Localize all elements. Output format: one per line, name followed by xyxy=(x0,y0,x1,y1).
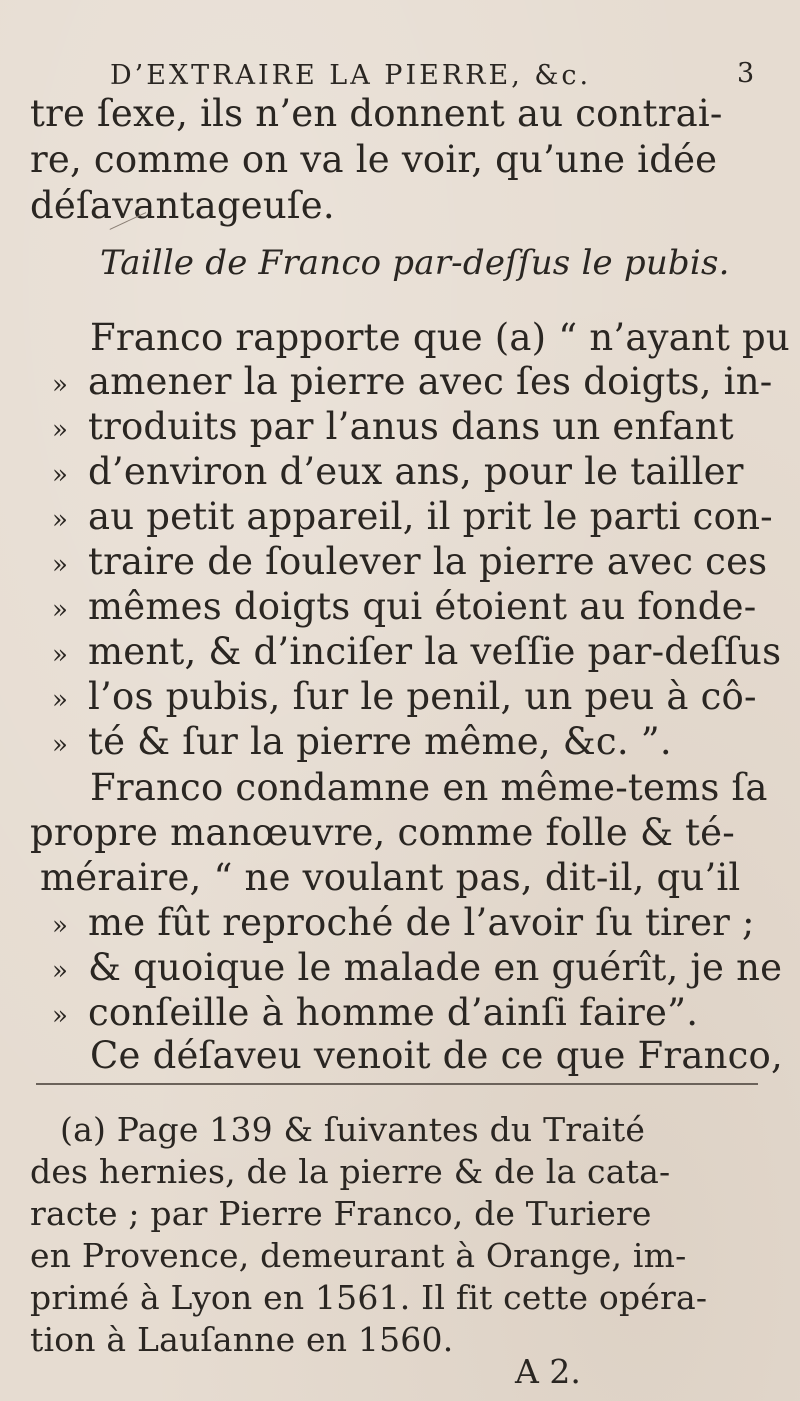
quote-mark: » xyxy=(52,415,68,445)
quote-mark: » xyxy=(52,956,68,986)
footnote-line: primé à Lyon en 1561. Il fit cette opéra- xyxy=(30,1278,708,1317)
quote-mark: » xyxy=(52,1001,68,1031)
quote-mark: » xyxy=(52,370,68,400)
text-line: Ce déſaveu venoit de ce que Franco, xyxy=(90,1034,783,1077)
footnote-line: racte ; par Pierre Franco, de Turiere xyxy=(30,1194,652,1233)
footnote-line: en Provence, demeurant à Orange, im- xyxy=(30,1236,687,1275)
text-line: l’os pubis, ſur le penil, un peu à cô- xyxy=(88,675,757,718)
text-line: ment, & d’inciſer la veſſie par-deſſus xyxy=(88,630,782,673)
text-line: traire de ſoulever la pierre avec ces xyxy=(88,540,768,583)
text-line: au petit appareil, il prit le parti con- xyxy=(88,495,773,538)
catchword: A 2. xyxy=(515,1352,581,1391)
text-line: re, comme on va le voir, qu’une idée xyxy=(30,138,718,181)
section-title: Taille de Franco par-deſſus le pubis. xyxy=(100,243,730,283)
text-line: d’environ d’eux ans, pour le tailler xyxy=(88,450,744,493)
text-line: mêmes doigts qui étoient au fonde- xyxy=(88,585,757,628)
text-line: tre ſexe, ils n’en donnent au contrai- xyxy=(30,92,723,135)
quote-mark: » xyxy=(52,730,68,760)
quote-mark: » xyxy=(52,640,68,670)
footnote-line: tion à Lauſanne en 1560. xyxy=(30,1320,454,1359)
quote-mark: » xyxy=(52,685,68,715)
quote-mark: » xyxy=(52,505,68,535)
text-line: propre manœuvre, comme folle & té- xyxy=(30,811,735,854)
text-line: Franco condamne en même-tems ſa xyxy=(90,766,768,809)
text-line: conſeille à homme d’ainſi faire”. xyxy=(88,991,699,1034)
text-line: Franco rapporte que (a) “ n’ayant pu xyxy=(90,316,790,359)
quote-mark: » xyxy=(52,460,68,490)
footnote-divider xyxy=(36,1083,758,1085)
text-line: & quoique le malade en guérît, je ne xyxy=(88,946,783,989)
footnote-line: des hernies, de la pierre & de la cata- xyxy=(30,1152,671,1191)
running-header: D’EXTRAIRE LA PIERRE, &c. xyxy=(110,60,592,91)
quote-mark: » xyxy=(52,595,68,625)
quote-mark: » xyxy=(52,911,68,941)
text-line: troduits par l’anus dans un enfant xyxy=(88,405,734,448)
page-signature: 3 xyxy=(737,58,755,89)
footnote-line: (a) Page 139 & ſuivantes du Traité xyxy=(60,1110,646,1149)
text-line: amener la pierre avec ſes doigts, in- xyxy=(88,360,773,403)
text-line: déſavantageuſe. xyxy=(30,184,335,227)
text-line: té & ſur la pierre même, &c. ”. xyxy=(88,720,672,763)
text-line: méraire, “ ne voulant pas, dit-il, qu’il xyxy=(40,856,741,899)
text-line: me fût reproché de l’avoir ſu tirer ; xyxy=(88,901,755,944)
quote-mark: » xyxy=(52,550,68,580)
